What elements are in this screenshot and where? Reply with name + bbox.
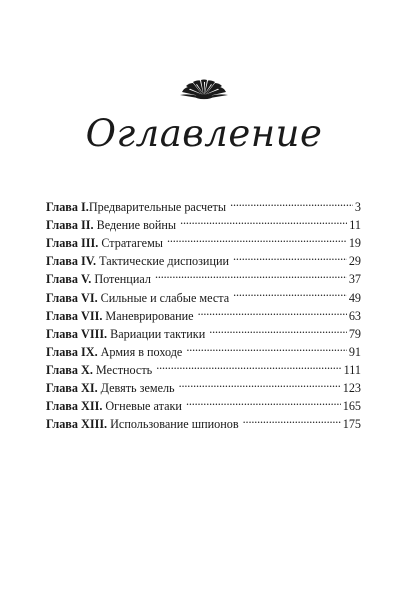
toc-page-number: 123 <box>342 381 361 396</box>
toc-page-number: 37 <box>348 272 361 287</box>
toc-leader-dots <box>196 302 347 320</box>
toc-chapter-title: Местность <box>95 362 153 377</box>
toc-chapter-title: Потенциал <box>94 272 151 287</box>
toc-leader-dots <box>165 229 347 247</box>
toc-entry[interactable] <box>46 193 361 215</box>
toc-entry[interactable] <box>46 283 361 305</box>
toc-leader-dots <box>207 320 347 338</box>
toc-chapter-number: Глава VII. <box>46 308 103 323</box>
toc-chapter-number: Глава X. <box>46 362 93 377</box>
toc-chapter-number: Глава IV. <box>46 254 97 269</box>
toc-page-number: 29 <box>348 254 361 269</box>
toc-chapter-title: Огневые атаки <box>105 399 182 414</box>
page-title: Оглавление <box>85 112 323 155</box>
toc-entry[interactable] <box>46 374 361 396</box>
toc-chapter-title: Ведение войны <box>96 218 177 233</box>
fan-ornament-icon <box>178 78 230 100</box>
toc-chapter-title: Сильные и слабые места <box>100 290 230 305</box>
toc-chapter-number: Глава II. <box>46 218 94 233</box>
toc-page-number: 91 <box>348 344 361 359</box>
toc-chapter-title: Использование шпионов <box>110 417 239 432</box>
toc-leader-dots <box>153 265 347 283</box>
toc-leader-dots <box>154 356 341 374</box>
toc-chapter-number: Глава III. <box>46 236 99 251</box>
table-of-contents <box>46 193 361 432</box>
toc-chapter-title: Тактические диспозиции <box>99 254 230 269</box>
toc-page-number: 63 <box>348 308 361 323</box>
toc-chapter-number: Глава XIII. <box>46 417 108 432</box>
toc-chapter-number: Глава IX. <box>46 344 98 359</box>
toc-leader-dots <box>241 410 341 428</box>
toc-chapter-title: Предварительные расчеты <box>88 200 227 215</box>
toc-chapter-title: Вариации тактики <box>110 326 206 341</box>
toc-page-number: 11 <box>349 218 361 233</box>
toc-chapter-number: Глава V. <box>46 272 92 287</box>
toc-page-number: 165 <box>342 399 361 414</box>
toc-chapter-number: Глава VI. <box>46 290 98 305</box>
toc-chapter-number: Глава XI. <box>46 381 98 396</box>
toc-page-number: 19 <box>348 236 361 251</box>
toc-leader-dots <box>184 338 346 356</box>
toc-chapter-title: Стратагемы <box>101 236 163 251</box>
toc-leader-dots <box>228 193 353 211</box>
toc-page-number: 111 <box>343 362 361 377</box>
toc-leader-dots <box>184 392 341 410</box>
toc-page-number: 49 <box>348 290 361 305</box>
toc-page-number: 3 <box>354 200 361 215</box>
toc-page-number: 175 <box>342 417 361 432</box>
toc-leader-dots <box>231 283 347 301</box>
toc-chapter-title: Армия в походе <box>100 344 183 359</box>
toc-page-number: 79 <box>348 326 361 341</box>
toc-chapter-title: Девять земель <box>100 381 175 396</box>
toc-leader-dots <box>231 247 347 265</box>
toc-leader-dots <box>177 374 341 392</box>
toc-chapter-number: Глава XII. <box>46 399 103 414</box>
toc-leader-dots <box>178 211 347 229</box>
toc-chapter-number: Глава I. <box>46 200 89 215</box>
toc-chapter-title: Маневрирование <box>105 308 194 323</box>
toc-chapter-number: Глава VIII. <box>46 326 108 341</box>
